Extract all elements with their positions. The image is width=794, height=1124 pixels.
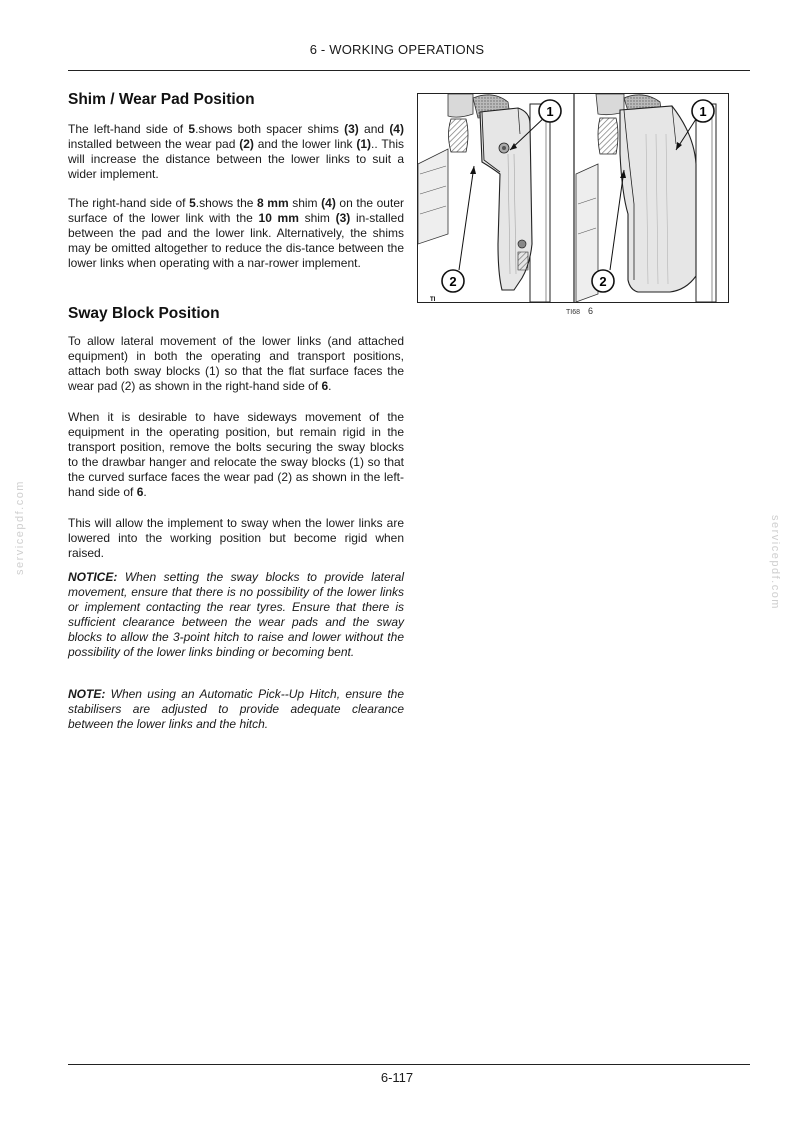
header-rule [68, 70, 750, 71]
sway-paragraph-3: This will allow the implement to sway when the lower links are lowered into the working position but become rigid when raised. [68, 516, 404, 560]
callout-right-1: 1 [699, 104, 707, 119]
figure-left-panel [418, 94, 561, 302]
figure-caption-code: TI68 [566, 309, 581, 316]
footer-rule [68, 1064, 750, 1065]
sway-paragraph-1: To allow lateral movement of the lower links (and attached equipment) in both the operating and transport positions, attach both sway blocks (1) so that the flat surface faces the wear pad (2) as shown in the right-hand side of 6. [68, 334, 404, 393]
figure-caption-number: 6 [588, 306, 594, 316]
callout-left-2: 2 [449, 274, 457, 289]
note-label: NOTE: [68, 687, 106, 701]
section-heading-shim: Shim / Wear Pad Position [68, 91, 255, 108]
section-sway [68, 305, 404, 323]
note-block: NOTE: When using an Automatic Pick--Up Hitch, ensure the stabilisers are adjusted to provide adequate clearance between the lower links and the hitch. [68, 687, 404, 731]
callout-right-2: 2 [599, 274, 607, 289]
figure-corner-code: TI [430, 297, 436, 302]
watermark-left: servicepdf.com [14, 480, 26, 575]
figure-drawing [418, 94, 728, 302]
sway-block-figure [417, 93, 729, 303]
callout-left-1: 1 [546, 104, 554, 119]
notice-label: NOTICE: [68, 570, 118, 584]
figure-right-panel [576, 94, 716, 302]
shim-paragraph-2: The right-hand side of 5.shows the 8 mm shim (4) on the outer surface of the lower link with the 10 mm shim (3) in-stalled between the pad and the lower link. Alternatively, the shims may be omitted altogether to reduce the dis-tance between the lower links when operating with a nar-rower implement. [68, 196, 404, 270]
notice-block: NOTICE: When setting the sway blocks to provide lateral movement, ensure that there is no possibility of the lower links or implement contacting the rear tyres. Ensure that there is sufficient clearance between the wear pads and the sway blocks to allow the 3-point hitch to raise and lower without the possibility of the lower links binding or becoming bent. [68, 570, 404, 659]
watermark-right: servicepdf.com [769, 515, 781, 610]
section-heading-sway: Sway Block Position [68, 305, 220, 322]
shim-paragraph-1: The left-hand side of 5.shows both spacer shims (3) and (4) installed between the wear pad (2) and the lower link (1).. This will increase the distance between the lower links to suit a wider implement. [68, 122, 404, 181]
sway-paragraph-2: When it is desirable to have sideways movement of the equipment in the operating position, but remain rigid in the transport position, remove the bolts securing the sway blocks to the drawbar hanger and relocate the sway blocks (1) so that the curved surface faces the wear pad (2) as shown in the left-hand side of 6. [68, 410, 404, 499]
page-number: 6-117 [380, 1070, 414, 1085]
section-shim [68, 91, 404, 109]
page-header-title: 6 - WORKING OPERATIONS [309, 42, 485, 57]
figure-caption [566, 306, 593, 316]
